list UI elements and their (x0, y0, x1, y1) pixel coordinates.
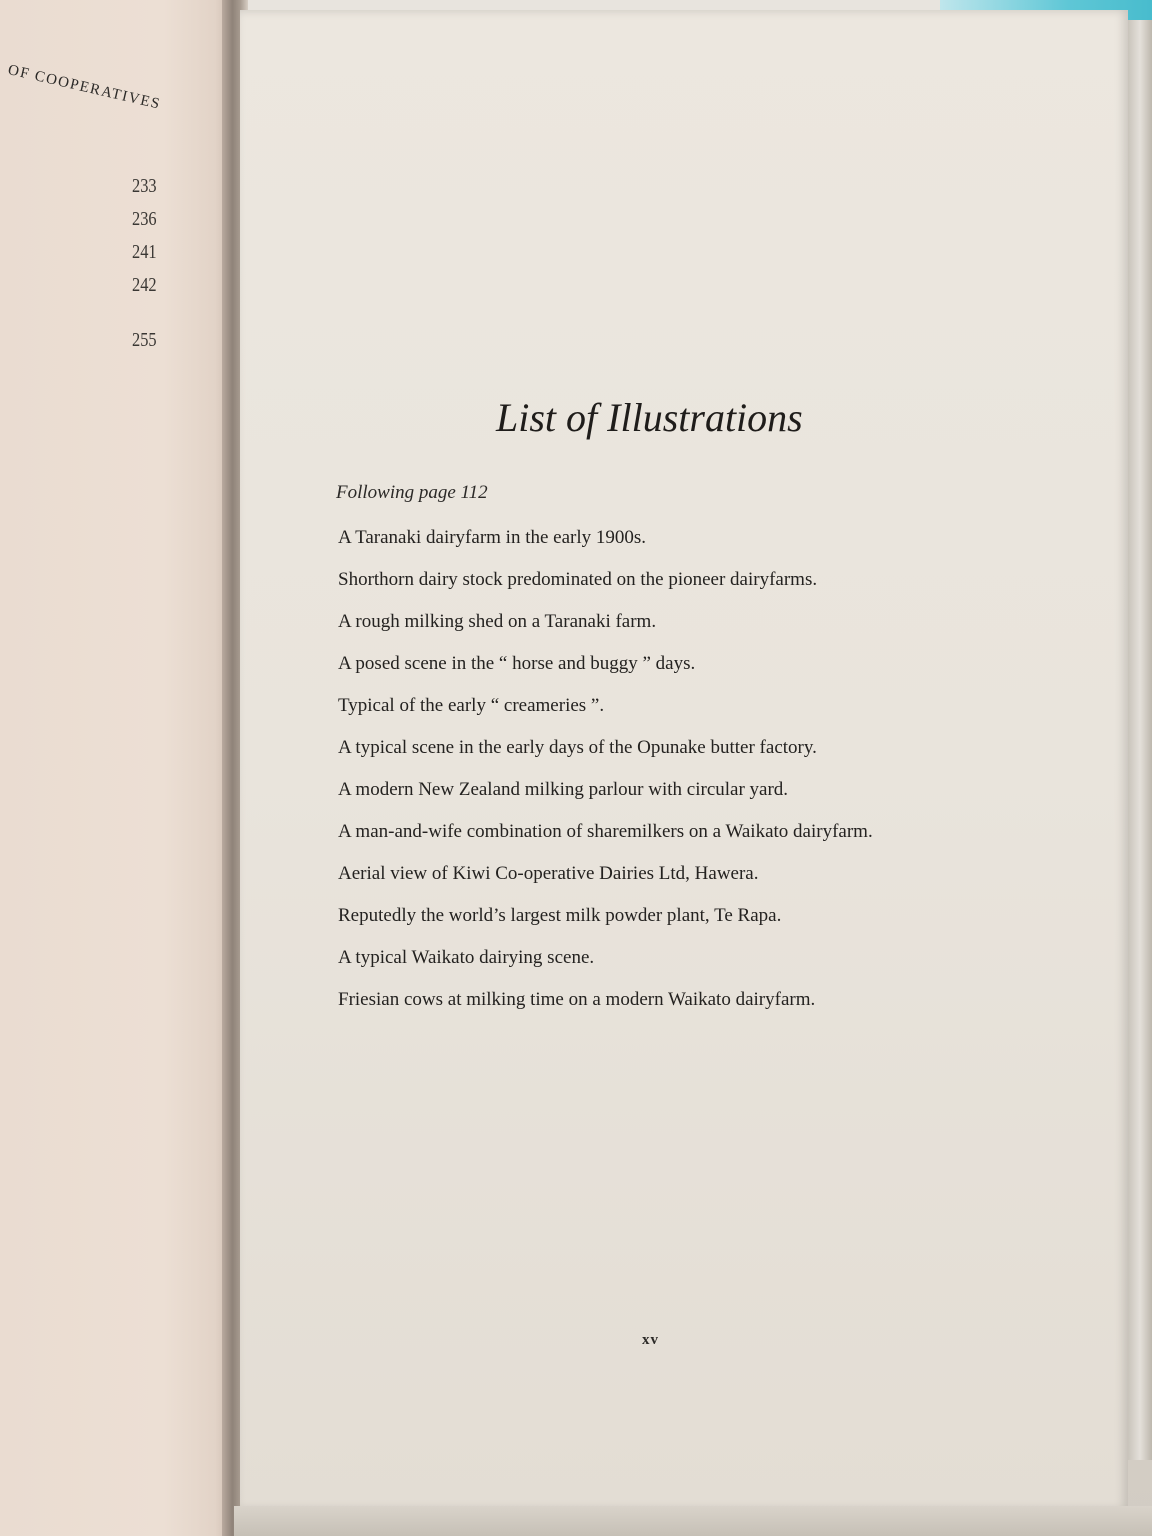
page-number: 255 (132, 329, 157, 351)
page-number: 241 (132, 241, 157, 263)
left-page (0, 0, 234, 1536)
illustration-item: A rough milking shed on a Taranaki farm. (338, 611, 657, 632)
illustration-item: A posed scene in the “ horse and buggy ” days. (338, 653, 696, 674)
illustration-item: A typical scene in the early days of the Opunake butter factory. (338, 737, 817, 758)
page-number: 236 (132, 208, 157, 230)
page-folio: xv (642, 1332, 659, 1348)
book-bottom-edge (234, 1506, 1152, 1536)
illustration-item: A man-and-wife combination of sharemilkers on a Waikato dairyfarm. (338, 821, 873, 842)
illustration-item: Shorthorn dairy stock predominated on the pioneer dairyfarms. (338, 569, 818, 590)
illustration-item: A typical Waikato dairying scene. (338, 947, 595, 968)
running-head: OF COOPERATIVES (6, 62, 163, 113)
right-page (240, 10, 1128, 1510)
illustration-item: Reputedly the world’s largest milk powder plant, Te Rapa. (338, 905, 782, 926)
illustration-item: A modern New Zealand milking parlour with circular yard. (338, 779, 789, 800)
section-heading: Following page 112 (336, 482, 488, 503)
illustration-item: Friesian cows at milking time on a modern Waikato dairyfarm. (338, 989, 816, 1010)
page-title: List of Illustrations (496, 395, 803, 440)
book-fore-edge (1128, 20, 1152, 1460)
page-number: 233 (132, 175, 157, 197)
illustration-item: Typical of the early “ creameries ”. (338, 695, 605, 716)
illustration-item: Aerial view of Kiwi Co-operative Dairies Ltd, Hawera. (338, 863, 759, 884)
illustration-item: A Taranaki dairyfarm in the early 1900s. (338, 527, 647, 548)
page-number: 242 (132, 274, 157, 296)
